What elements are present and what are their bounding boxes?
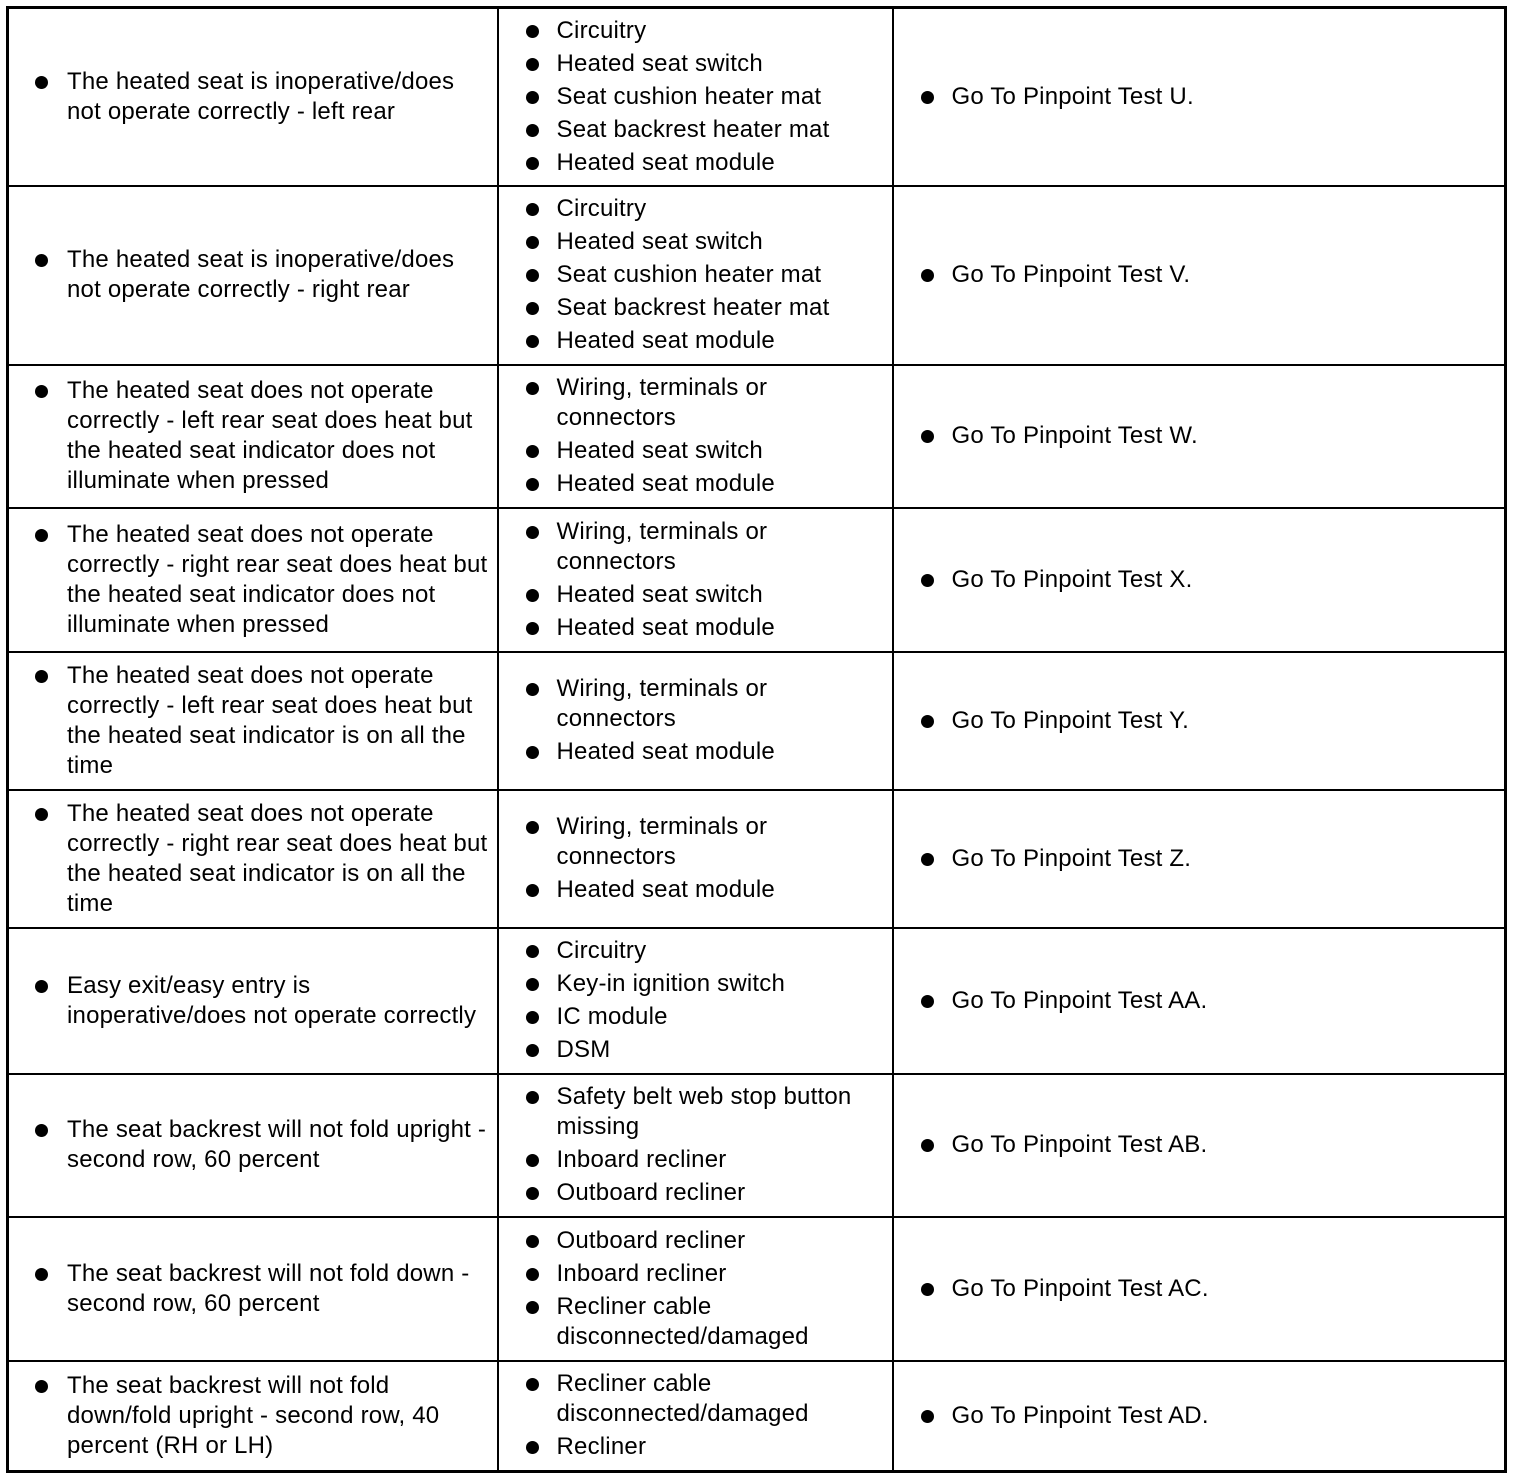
action-cell <box>893 365 1506 508</box>
pinpoint-test-link: Go To Pinpoint Test AA. <box>894 986 1505 1016</box>
table-row <box>8 1217 1506 1361</box>
condition-cell <box>8 186 498 365</box>
condition-cell <box>8 365 498 508</box>
table-row <box>8 790 1506 928</box>
possible-source-item: Heated seat module <box>499 469 892 499</box>
condition-cell <box>8 928 498 1074</box>
possible-source-item: DSM <box>499 1035 892 1065</box>
condition-list <box>9 245 497 305</box>
possible-source-list <box>499 936 892 1065</box>
action-cell <box>893 186 1506 365</box>
possible-source-item: Outboard recliner <box>499 1226 892 1256</box>
possible-source-item: Seat backrest heater mat <box>499 115 892 145</box>
condition-cell <box>8 652 498 790</box>
action-list <box>894 1130 1505 1160</box>
possible-source-item: Key-in ignition switch <box>499 969 892 999</box>
table-row <box>8 928 1506 1074</box>
condition-list <box>9 1115 497 1175</box>
possible-source-item: Heated seat module <box>499 875 892 905</box>
condition-cell <box>8 790 498 928</box>
possible-source-item: Seat backrest heater mat <box>499 293 892 323</box>
possible-source-item: Heated seat switch <box>499 436 892 466</box>
condition-text: The heated seat is inoperative/does not operate correctly - left rear <box>9 67 493 127</box>
possible-source-cell <box>498 1217 893 1361</box>
possible-source-list <box>499 1369 892 1462</box>
possible-source-cell <box>498 928 893 1074</box>
table-row <box>8 1074 1506 1217</box>
possible-source-item: Wiring, terminals or connectors <box>499 517 892 577</box>
condition-text: The seat backrest will not fold down/fold upright - second row, 40 percent (RH or LH) <box>9 1371 493 1461</box>
action-list <box>894 1274 1505 1304</box>
possible-source-list <box>499 517 892 643</box>
condition-text: Easy exit/easy entry is inoperative/does not operate correctly <box>9 971 493 1031</box>
possible-source-item: Seat cushion heater mat <box>499 260 892 290</box>
condition-text: The heated seat does not operate correctly - left rear seat does heat but the heated seat indicator is on all the time <box>9 661 493 781</box>
possible-source-list <box>499 812 892 905</box>
condition-list <box>9 1259 497 1319</box>
possible-source-item: Circuitry <box>499 16 892 46</box>
possible-source-item: Heated seat switch <box>499 49 892 79</box>
possible-source-item: Recliner cable disconnected/damaged <box>499 1292 892 1352</box>
possible-source-cell <box>498 365 893 508</box>
action-cell <box>893 790 1506 928</box>
table-row <box>8 508 1506 652</box>
action-list <box>894 565 1505 595</box>
condition-list <box>9 520 497 640</box>
condition-text: The seat backrest will not fold upright - second row, 60 percent <box>9 1115 493 1175</box>
condition-text: The seat backrest will not fold down - second row, 60 percent <box>9 1259 493 1319</box>
action-list <box>894 986 1505 1016</box>
action-cell <box>893 1217 1506 1361</box>
pinpoint-test-link: Go To Pinpoint Test Y. <box>894 706 1505 736</box>
possible-source-list <box>499 373 892 499</box>
possible-source-item: Recliner <box>499 1432 892 1462</box>
action-list <box>894 1401 1505 1431</box>
possible-source-list <box>499 1226 892 1352</box>
table-row <box>8 8 1506 186</box>
condition-text: The heated seat does not operate correctly - right rear seat does heat but the heated seat indicator does not illuminate when pressed <box>9 520 493 640</box>
possible-source-list <box>499 1082 892 1208</box>
action-list <box>894 706 1505 736</box>
possible-source-item: Safety belt web stop button missing <box>499 1082 892 1142</box>
condition-list <box>9 661 497 781</box>
condition-text: The heated seat does not operate correctly - right rear seat does heat but the heated seat indicator is on all the time <box>9 799 493 919</box>
condition-cell <box>8 1361 498 1472</box>
possible-source-item: Wiring, terminals or connectors <box>499 812 892 872</box>
pinpoint-test-link: Go To Pinpoint Test W. <box>894 421 1505 451</box>
action-list <box>894 260 1505 290</box>
possible-source-item: Wiring, terminals or connectors <box>499 674 892 734</box>
condition-cell <box>8 1074 498 1217</box>
condition-cell <box>8 8 498 186</box>
action-list <box>894 421 1505 451</box>
condition-list <box>9 376 497 496</box>
symptom-chart-table <box>6 6 1507 1473</box>
possible-source-cell <box>498 186 893 365</box>
pinpoint-test-link: Go To Pinpoint Test AB. <box>894 1130 1505 1160</box>
possible-source-item: Heated seat switch <box>499 227 892 257</box>
symptom-chart-body <box>8 8 1506 1472</box>
possible-source-item: Inboard recliner <box>499 1145 892 1175</box>
possible-source-cell <box>498 1361 893 1472</box>
possible-source-item: Heated seat module <box>499 737 892 767</box>
possible-source-cell <box>498 508 893 652</box>
pinpoint-test-link: Go To Pinpoint Test U. <box>894 82 1505 112</box>
possible-source-cell <box>498 8 893 186</box>
table-row <box>8 186 1506 365</box>
condition-list <box>9 67 497 127</box>
action-cell <box>893 652 1506 790</box>
possible-source-item: Circuitry <box>499 936 892 966</box>
condition-cell <box>8 1217 498 1361</box>
possible-source-item: Heated seat module <box>499 326 892 356</box>
condition-text: The heated seat is inoperative/does not operate correctly - right rear <box>9 245 493 305</box>
action-cell <box>893 928 1506 1074</box>
condition-list <box>9 799 497 919</box>
possible-source-item: Circuitry <box>499 194 892 224</box>
pinpoint-test-link: Go To Pinpoint Test AD. <box>894 1401 1505 1431</box>
pinpoint-test-link: Go To Pinpoint Test Z. <box>894 844 1505 874</box>
action-cell <box>893 1074 1506 1217</box>
action-cell <box>893 508 1506 652</box>
possible-source-item: Recliner cable disconnected/damaged <box>499 1369 892 1429</box>
pinpoint-test-link: Go To Pinpoint Test X. <box>894 565 1505 595</box>
condition-list <box>9 971 497 1031</box>
pinpoint-test-link: Go To Pinpoint Test V. <box>894 260 1505 290</box>
condition-text: The heated seat does not operate correctly - left rear seat does heat but the heated seat indicator does not illuminate when pressed <box>9 376 493 496</box>
possible-source-cell <box>498 1074 893 1217</box>
possible-source-item: Outboard recliner <box>499 1178 892 1208</box>
action-list <box>894 844 1505 874</box>
possible-source-item: Inboard recliner <box>499 1259 892 1289</box>
possible-source-cell <box>498 652 893 790</box>
possible-source-cell <box>498 790 893 928</box>
possible-source-list <box>499 16 892 178</box>
possible-source-item: Seat cushion heater mat <box>499 82 892 112</box>
possible-source-item: Heated seat switch <box>499 580 892 610</box>
table-row <box>8 1361 1506 1472</box>
possible-source-list <box>499 674 892 767</box>
table-row <box>8 365 1506 508</box>
possible-source-item: IC module <box>499 1002 892 1032</box>
possible-source-item: Heated seat module <box>499 613 892 643</box>
pinpoint-test-link: Go To Pinpoint Test AC. <box>894 1274 1505 1304</box>
table-row <box>8 652 1506 790</box>
action-cell <box>893 8 1506 186</box>
action-cell <box>893 1361 1506 1472</box>
possible-source-list <box>499 194 892 356</box>
condition-cell <box>8 508 498 652</box>
condition-list <box>9 1371 497 1461</box>
possible-source-item: Heated seat module <box>499 148 892 178</box>
possible-source-item: Wiring, terminals or connectors <box>499 373 892 433</box>
action-list <box>894 82 1505 112</box>
